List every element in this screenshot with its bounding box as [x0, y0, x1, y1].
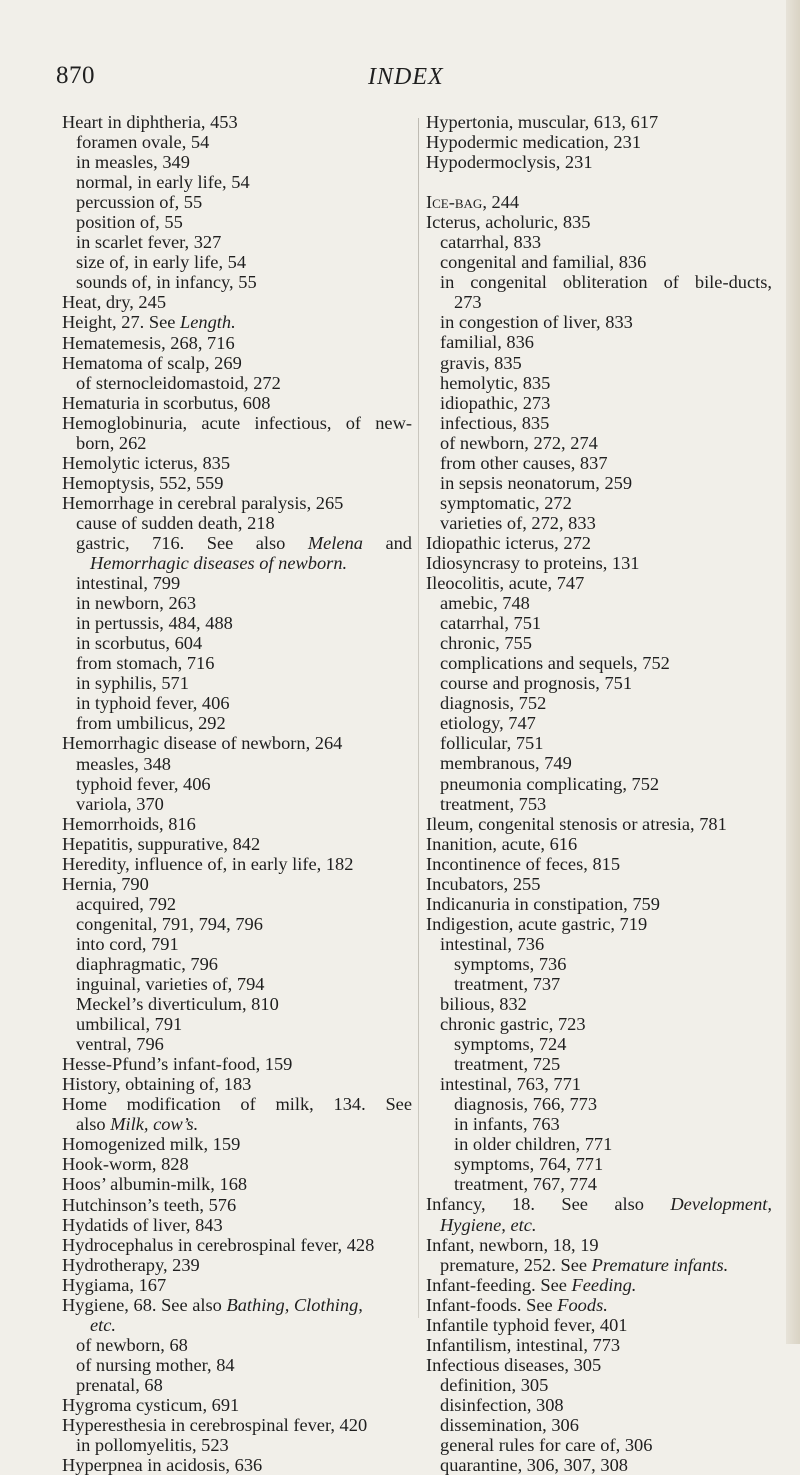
entry-text: chronic gastric, 723	[440, 1014, 586, 1035]
entry-text: typhoid fever, 406	[76, 773, 211, 794]
index-subentry	[426, 1034, 772, 1054]
cross-reference: Feeding.	[571, 1274, 637, 1295]
index-entry	[62, 854, 412, 874]
entry-text: Hoos’ albumin-milk, 168	[62, 1174, 248, 1195]
entry-text: Hygiene, 68. See also	[62, 1294, 227, 1315]
index-entry	[426, 874, 772, 894]
entry-text: Hutchinson’s teeth, 576	[62, 1194, 237, 1215]
index-entry	[426, 814, 772, 834]
index-subentry	[426, 453, 772, 473]
cross-reference: Development,	[670, 1194, 772, 1215]
index-subentry	[62, 914, 412, 934]
entry-text: size of, in early life, 54	[76, 252, 247, 273]
index-subentry	[62, 132, 412, 152]
entry-text: Indigestion, acute gastric, 719	[426, 913, 648, 934]
cross-reference: Milk, cow’s.	[110, 1114, 199, 1135]
index-subentry	[62, 152, 412, 172]
entry-text: normal, in early life, 54	[76, 172, 250, 193]
index-subentry	[426, 653, 772, 673]
entry-text: Hydatids of liver, 843	[62, 1214, 223, 1235]
index-subentry	[426, 373, 772, 393]
index-subentry	[62, 433, 412, 453]
index-subentry	[426, 272, 772, 292]
column-rule	[418, 118, 419, 1318]
entry-text: Incubators, 255	[426, 873, 541, 894]
entry-gap	[426, 172, 772, 192]
index-subentry	[426, 1415, 772, 1435]
entry-text: Hook-worm, 828	[62, 1154, 189, 1175]
entry-text: from other causes, 837	[440, 452, 608, 473]
entry-text: , 244	[482, 192, 520, 213]
entry-text: quarantine, 306, 307, 308	[440, 1455, 628, 1475]
index-entry	[426, 152, 772, 172]
index-subentry	[426, 232, 772, 252]
entry-text: Hyperesthesia in cerebrospinal fever, 420	[62, 1415, 368, 1436]
index-subentry	[62, 172, 412, 192]
index-subentry	[426, 1455, 772, 1475]
index-subentry	[426, 693, 772, 713]
entry-text: sounds of, in infancy, 55	[76, 272, 257, 293]
index-subentry	[62, 994, 412, 1014]
entry-text: Heredity, influence of, in early life, 182	[62, 853, 354, 874]
cross-reference: Bathing, Clothing,	[226, 1294, 363, 1315]
entry-text: disinfection, 308	[440, 1394, 564, 1415]
cross-reference: Premature infants.	[591, 1254, 729, 1275]
index-entry	[62, 1255, 412, 1275]
entry-text: intestinal, 763, 771	[440, 1074, 581, 1095]
entry-text: Hygiama, 167	[62, 1274, 167, 1295]
index-subentry	[426, 1174, 772, 1194]
entry-text: Infantile typhoid fever, 401	[426, 1314, 628, 1335]
entry-text: acquired, 792	[76, 893, 177, 914]
entry-text: Hydrotherapy, 239	[62, 1254, 200, 1275]
entry-text: umbilical, 791	[76, 1014, 183, 1035]
entry-text: bilious, 832	[440, 994, 527, 1015]
index-subentry	[62, 1315, 412, 1335]
index-subentry	[426, 252, 772, 272]
index-subentry	[62, 613, 412, 633]
entry-text: catarrhal, 751	[440, 613, 542, 634]
entry-text: Infancy, 18. See also	[426, 1194, 671, 1215]
index-entry	[426, 854, 772, 874]
index-subentry	[62, 894, 412, 914]
entry-text-after: and	[362, 532, 412, 553]
entry-text: diagnosis, 752	[440, 693, 547, 714]
index-subentry	[426, 1114, 772, 1134]
index-entry	[426, 1355, 772, 1375]
small-caps-term: Ice-bag	[426, 192, 483, 213]
index-subentry	[62, 593, 412, 613]
entry-text: course and prognosis, 751	[440, 673, 633, 694]
entry-text: in typhoid fever, 406	[76, 693, 230, 714]
entry-text: in infants, 763	[454, 1114, 560, 1135]
entry-text: cause of sudden death, 218	[76, 512, 275, 533]
index-subentry	[426, 774, 772, 794]
entry-text: Infantilism, intestinal, 773	[426, 1334, 621, 1355]
entry-text: in scorbutus, 604	[76, 633, 203, 654]
entry-text: in measles, 349	[76, 152, 190, 173]
index-entry	[62, 733, 412, 753]
index-subentry	[426, 1014, 772, 1034]
entry-text: treatment, 737	[454, 973, 561, 994]
index-subentry	[426, 1435, 772, 1455]
cross-reference: Hemorrhagic diseases of newborn.	[90, 553, 348, 574]
index-entry	[62, 353, 412, 373]
entry-text: Hemoglobinuria, acute infectious, of new-	[62, 412, 412, 433]
index-entry	[62, 1235, 412, 1255]
entry-text: complications and sequels, 752	[440, 653, 670, 674]
entry-text: Meckel’s diverticulum, 810	[76, 994, 279, 1015]
index-subentry	[426, 733, 772, 753]
entry-text: in sepsis neonatorum, 259	[440, 472, 633, 493]
index-subentry	[62, 713, 412, 733]
entry-text: diagnosis, 766, 773	[454, 1094, 598, 1115]
entry-text: in pertussis, 484, 488	[76, 613, 233, 634]
index-entry	[62, 1154, 412, 1174]
entry-text: follicular, 751	[440, 733, 544, 754]
index-entry	[62, 112, 412, 132]
entry-text: Hemorrhage in cerebral paralysis, 265	[62, 492, 344, 513]
index-entry	[62, 393, 412, 413]
index-entry	[426, 573, 772, 593]
entry-text: Ileocolitis, acute, 747	[426, 573, 585, 594]
entry-text: in scarlet fever, 327	[76, 232, 222, 253]
index-subentry	[62, 373, 412, 393]
index-subentry	[426, 1054, 772, 1074]
index-entry	[62, 1295, 412, 1315]
index-subentry	[62, 693, 412, 713]
entry-text: Hemolytic icterus, 835	[62, 452, 231, 473]
entry-text: symptoms, 764, 771	[454, 1154, 604, 1175]
index-entry	[62, 473, 412, 493]
index-entry	[62, 1094, 412, 1114]
entry-text: Heart in diphtheria, 453	[62, 112, 238, 132]
entry-text: treatment, 753	[440, 793, 547, 814]
index-subentry	[426, 1375, 772, 1395]
entry-text: Indicanuria in constipation, 759	[426, 893, 660, 914]
entry-text: Idiopathic icterus, 272	[426, 532, 591, 553]
entry-text: dissemination, 306	[440, 1415, 579, 1435]
index-subentry	[62, 1114, 412, 1134]
entry-text: Icterus, acholuric, 835	[426, 212, 591, 233]
index-subentry	[426, 292, 772, 312]
index-subentry	[62, 533, 412, 553]
entry-text: Hygroma cysticum, 691	[62, 1395, 240, 1415]
entry-text: of nursing mother, 84	[76, 1354, 235, 1375]
entry-text: of newborn, 272, 274	[440, 432, 598, 453]
index-subentry	[62, 192, 412, 212]
index-subentry	[426, 493, 772, 513]
entry-text: of newborn, 68	[76, 1334, 188, 1355]
entry-text: percussion of, 55	[76, 192, 203, 213]
index-subentry	[426, 1154, 772, 1174]
page-number: 870	[56, 62, 95, 89]
entry-text: gravis, 835	[440, 352, 522, 373]
index-entry	[62, 292, 412, 312]
index-subentry	[426, 1215, 772, 1235]
index-entry	[62, 453, 412, 473]
entry-text: Infant, newborn, 18, 19	[426, 1234, 599, 1255]
index-subentry	[62, 774, 412, 794]
index-entry	[62, 1174, 412, 1194]
entry-text: ventral, 796	[76, 1034, 164, 1055]
index-subentry	[62, 1014, 412, 1034]
index-subentry	[426, 1255, 772, 1275]
entry-text: congenital and familial, 836	[440, 252, 647, 273]
index-subentry	[426, 1395, 772, 1415]
entry-text: Idiosyncrasy to proteins, 131	[426, 552, 640, 573]
index-entry	[62, 1415, 412, 1435]
entry-text: intestinal, 799	[76, 573, 181, 594]
entry-text: from stomach, 716	[76, 653, 215, 674]
index-subentry	[426, 673, 772, 693]
entry-text: diaphragmatic, 796	[76, 953, 218, 974]
index-entry	[62, 493, 412, 513]
index-subentry	[62, 252, 412, 272]
entry-text: foramen ovale, 54	[76, 132, 210, 153]
index-entry	[62, 814, 412, 834]
index-entry	[62, 1074, 412, 1094]
entry-text: idiopathic, 273	[440, 392, 551, 413]
index-entry	[426, 914, 772, 934]
index-subentry	[426, 633, 772, 653]
entry-text: Hypertonia, muscular, 613, 617	[426, 112, 659, 132]
index-entry	[426, 1194, 772, 1214]
entry-text: Inanition, acute, 616	[426, 833, 578, 854]
index-entry	[426, 1335, 772, 1355]
index-subentry	[426, 312, 772, 332]
entry-text: Height, 27. See	[62, 312, 180, 333]
index-subentry	[426, 593, 772, 613]
cross-reference: Length.	[180, 312, 236, 333]
cross-reference: Foods.	[557, 1294, 608, 1315]
entry-text: familial, 836	[440, 332, 534, 353]
entry-text: Hydrocephalus in cerebrospinal fever, 428	[62, 1234, 375, 1255]
entry-text: treatment, 767, 774	[454, 1174, 598, 1195]
index-entry	[426, 1235, 772, 1255]
index-subentry	[62, 1435, 412, 1455]
index-subentry	[426, 433, 772, 453]
index-entry	[426, 112, 772, 132]
entry-text: hemolytic, 835	[440, 372, 551, 393]
entry-text: Infant-feeding. See	[426, 1274, 572, 1295]
index-entry	[62, 1395, 412, 1415]
index-subentry	[426, 954, 772, 974]
index-entry	[62, 413, 412, 433]
entry-text: Hematemesis, 268, 716	[62, 332, 235, 353]
index-subentry	[426, 473, 772, 493]
index-subentry	[426, 794, 772, 814]
index-entry	[426, 834, 772, 854]
entry-text: position of, 55	[76, 212, 183, 233]
entry-text: 273	[454, 292, 482, 313]
entry-text: of sternocleidomastoid, 272	[76, 372, 281, 393]
index-subentry	[426, 332, 772, 352]
entry-text: measles, 348	[76, 753, 171, 774]
entry-text: congenital, 791, 794, 796	[76, 913, 263, 934]
entry-text: Hypodermoclysis, 231	[426, 152, 593, 173]
index-subentry	[62, 513, 412, 533]
entry-text: premature, 252. See	[440, 1254, 592, 1275]
index-subentry	[426, 994, 772, 1014]
index-subentry	[426, 753, 772, 773]
entry-text: general rules for care of, 306	[440, 1435, 653, 1456]
entry-text: in congenital obliteration of bile-ducts,	[440, 272, 772, 293]
index-subentry	[62, 272, 412, 292]
entry-text: amebic, 748	[440, 593, 530, 614]
index-subentry	[62, 633, 412, 653]
entry-text: symptomatic, 272	[440, 492, 572, 513]
index-entry	[62, 1054, 412, 1074]
entry-text: Hernia, 790	[62, 873, 149, 894]
cross-reference: etc.	[90, 1314, 117, 1335]
index-entry	[426, 132, 772, 152]
entry-text: chronic, 755	[440, 633, 532, 654]
index-entry	[62, 1134, 412, 1154]
index-subentry	[426, 1094, 772, 1114]
index-subentry	[62, 232, 412, 252]
entry-text: Ileum, congenital stenosis or atresia, 781	[426, 813, 727, 834]
index-entry	[62, 1195, 412, 1215]
index-subentry	[62, 673, 412, 693]
index-subentry	[426, 1074, 772, 1094]
index-entry	[426, 553, 772, 573]
entry-text: varieties of, 272, 833	[440, 512, 596, 533]
entry-text: Homogenized milk, 159	[62, 1134, 241, 1155]
index-subentry	[426, 353, 772, 373]
entry-text: pneumonia complicating, 752	[440, 773, 660, 794]
index-subentry	[62, 212, 412, 232]
entry-text: inguinal, varieties of, 794	[76, 974, 265, 995]
cross-reference: Melena	[307, 532, 363, 553]
index-subentry	[62, 794, 412, 814]
cross-reference: Hygiene, etc.	[440, 1214, 537, 1235]
entry-text: born, 262	[76, 432, 147, 453]
index-entry	[62, 312, 412, 332]
entry-text: variola, 370	[76, 793, 164, 814]
index-subentry	[62, 974, 412, 994]
entry-text: Hematoma of scalp, 269	[62, 352, 242, 373]
index-entry	[62, 333, 412, 353]
index-entry	[426, 1275, 772, 1295]
index-subentry	[62, 1375, 412, 1395]
entry-text: catarrhal, 833	[440, 232, 542, 253]
index-subentry	[62, 754, 412, 774]
entry-text: symptoms, 736	[454, 953, 567, 974]
entry-text: Hematuria in scorbutus, 608	[62, 392, 271, 413]
entry-text: etiology, 747	[440, 713, 536, 734]
entry-text: in congestion of liver, 833	[440, 312, 633, 333]
entry-text: Home modification of milk, 134. See	[62, 1094, 412, 1115]
index-entry	[426, 533, 772, 553]
entry-text: definition, 305	[440, 1374, 549, 1395]
entry-text: in syphilis, 571	[76, 673, 189, 694]
entry-text: prenatal, 68	[76, 1374, 163, 1395]
entry-text: Hyperpnea in acidosis, 636	[62, 1455, 263, 1475]
index-entry	[426, 212, 772, 232]
entry-text: symptoms, 724	[454, 1034, 567, 1055]
index-subentry	[62, 1034, 412, 1054]
entry-text: Hesse-Pfund’s infant-food, 159	[62, 1054, 293, 1075]
entry-text: in pollomyelitis, 523	[76, 1435, 229, 1456]
index-entry	[62, 874, 412, 894]
entry-text: Infant-foods. See	[426, 1294, 558, 1315]
index-subentry	[62, 1355, 412, 1375]
index-subentry	[426, 513, 772, 533]
index-subentry	[62, 954, 412, 974]
entry-text: Incontinence of feces, 815	[426, 853, 621, 874]
index-column-right	[426, 112, 772, 1475]
page-edge	[786, 0, 800, 1344]
index-entry	[62, 1215, 412, 1235]
entry-text: Hypodermic medication, 231	[426, 132, 642, 153]
entry-text: intestinal, 736	[440, 933, 545, 954]
index-subentry	[426, 1134, 772, 1154]
index-subentry	[426, 934, 772, 954]
entry-text: Infectious diseases, 305	[426, 1354, 602, 1375]
entry-text: also	[76, 1114, 111, 1135]
index-subentry	[426, 613, 772, 633]
entry-text: Heat, dry, 245	[62, 292, 167, 313]
index-entry	[426, 192, 772, 212]
entry-text: in older children, 771	[454, 1134, 613, 1155]
index-subentry	[426, 713, 772, 733]
index-entry	[62, 834, 412, 854]
entry-text: Hemorrhoids, 816	[62, 813, 196, 834]
index-subentry	[62, 1335, 412, 1355]
index-subentry	[426, 974, 772, 994]
entry-text: in newborn, 263	[76, 593, 197, 614]
entry-text: into cord, 791	[76, 933, 179, 954]
index-subentry	[426, 413, 772, 433]
index-subentry	[62, 553, 412, 573]
entry-text: Hemorrhagic disease of newborn, 264	[62, 733, 343, 754]
index-entry	[62, 1275, 412, 1295]
entry-text: History, obtaining of, 183	[62, 1074, 252, 1095]
index-entry	[426, 1315, 772, 1335]
index-subentry	[426, 393, 772, 413]
index-subentry	[62, 573, 412, 593]
index-column-left	[62, 112, 412, 1475]
entry-text: membranous, 749	[440, 753, 572, 774]
entry-text: Hemoptysis, 552, 559	[62, 472, 224, 493]
index-entry	[426, 1295, 772, 1315]
entry-text: treatment, 725	[454, 1054, 561, 1075]
entry-text: gastric, 716. See also	[76, 532, 308, 553]
index-entry	[426, 894, 772, 914]
entry-text: from umbilicus, 292	[76, 713, 226, 734]
index-subentry	[62, 934, 412, 954]
index-subentry	[62, 653, 412, 673]
entry-text: infectious, 835	[440, 412, 550, 433]
entry-text: Hepatitis, suppurative, 842	[62, 833, 261, 854]
index-entry	[62, 1455, 412, 1475]
running-head: INDEX	[368, 64, 444, 90]
